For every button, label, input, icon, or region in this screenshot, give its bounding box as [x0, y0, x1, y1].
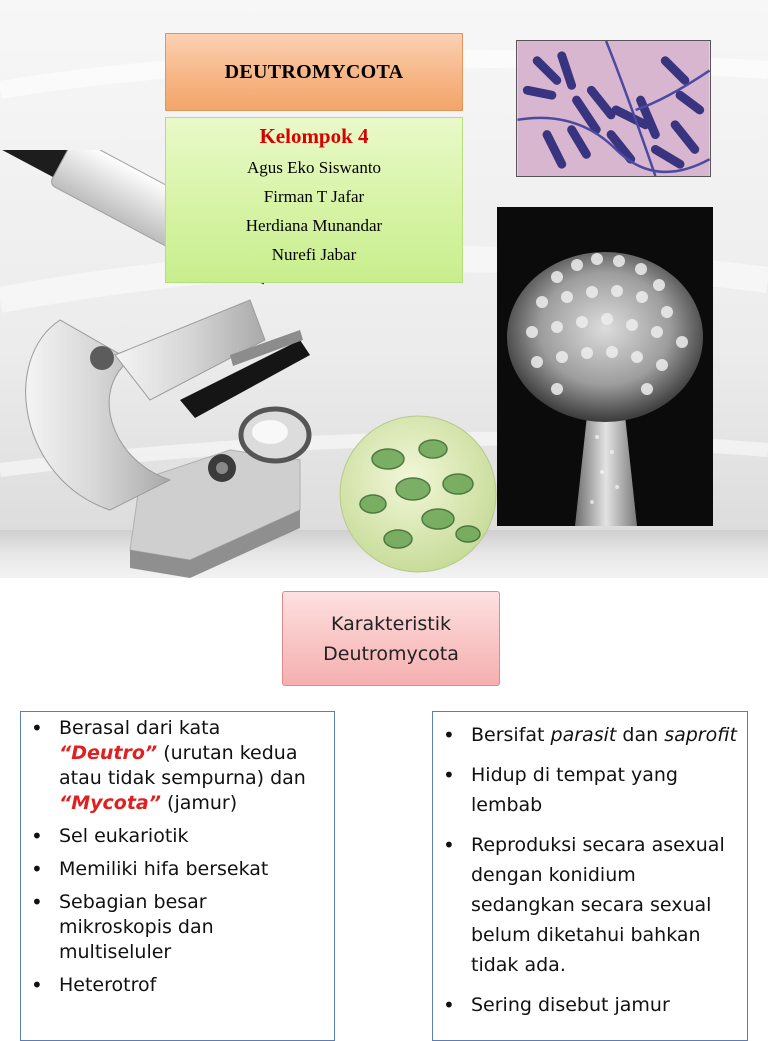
slide-title: DEUTROMYCOTA	[224, 60, 404, 83]
cell-circle-image	[338, 414, 498, 574]
list-item: • Reproduksi secara asexual dengan konidium sedangkan secara sexual belum diketahui bahkan tidak ada.	[441, 830, 737, 980]
stained-micrograph-image	[516, 40, 711, 177]
list-item: • Heterotrof	[29, 973, 324, 998]
heading-line: Karakteristik	[330, 612, 452, 635]
member-name: Agus Eko Siswanto	[246, 158, 382, 177]
emphasis-term: parasit	[550, 724, 617, 746]
team-box	[165, 117, 463, 283]
list-item: • Sering disebut jamur	[441, 990, 737, 1020]
member-name: Nurefi Jabar	[271, 245, 357, 264]
list-item: • Sebagian besar mikroskopis dan multiseluler	[29, 890, 324, 965]
member-name: Herdiana Munandar	[245, 216, 383, 235]
item-text: (jamur)	[167, 792, 238, 814]
item-text: dan	[622, 724, 659, 746]
sem-micrograph-image	[497, 207, 713, 526]
left-bullet-list	[29, 716, 324, 998]
list-item	[441, 720, 737, 750]
title-box	[165, 33, 463, 111]
list-item	[29, 716, 324, 816]
emphasis-term: “Deutro”	[59, 742, 158, 764]
right-bullet-list	[441, 720, 737, 1020]
emphasis-term: “Mycota”	[59, 792, 161, 814]
characteristics-slide	[0, 578, 768, 1024]
group-name: Kelompok 4	[259, 124, 369, 148]
list-item: • Hidup di tempat yang lembab	[441, 760, 737, 820]
item-text: Berasal dari kata	[59, 717, 221, 739]
right-characteristics-box	[432, 711, 748, 1041]
item-text: Bersifat	[471, 724, 545, 746]
emphasis-term: saprofit	[664, 724, 737, 746]
member-name: Firman T Jafar	[263, 187, 365, 206]
heading-line: Deutromycota	[323, 642, 459, 665]
item-text: (urutan kedua atau tidak sempurna) dan	[59, 742, 306, 789]
list-item: • Memiliki hifa bersekat	[29, 857, 324, 882]
heading-box	[282, 591, 500, 686]
list-item: • Sel eukariotik	[29, 824, 324, 849]
left-characteristics-box	[20, 711, 335, 1041]
